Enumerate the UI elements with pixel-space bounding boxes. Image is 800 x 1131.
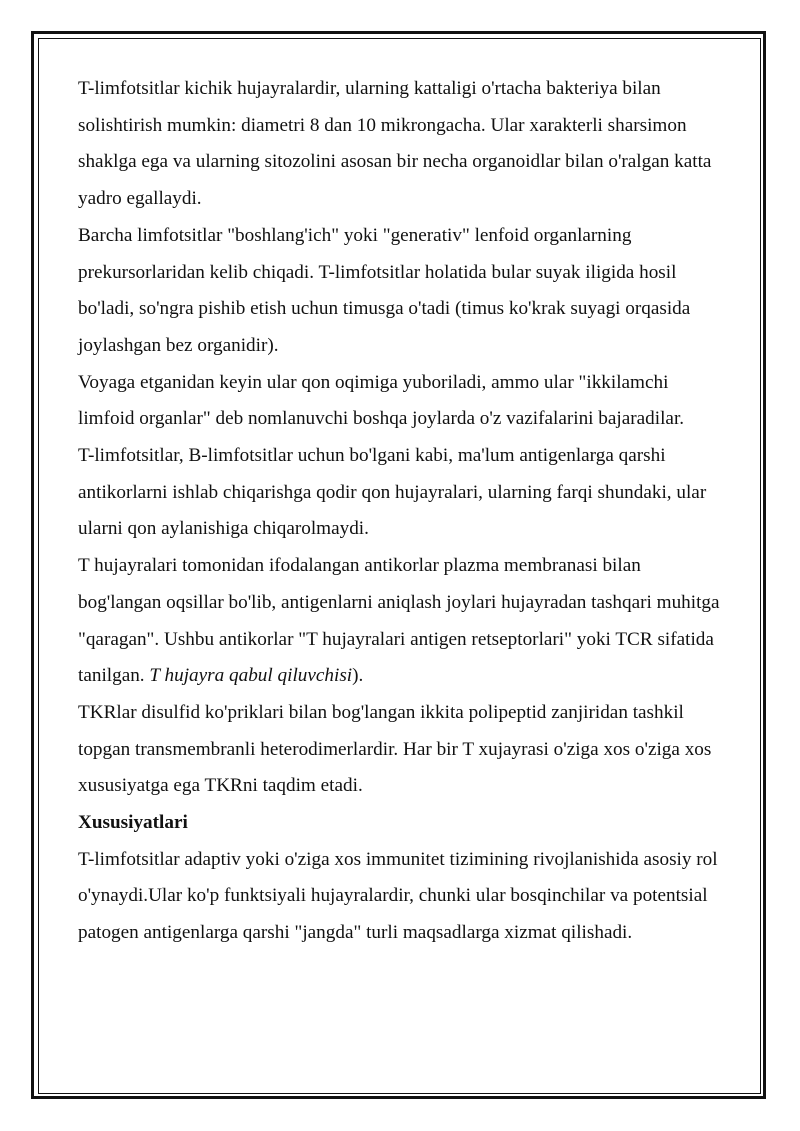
paragraph-tcr — [78, 548, 728, 695]
paragraph-antibodies: T-limfotsitlar, B-limfotsitlar uchun bo'lgani kabi, ma'lum antigenlarga qarshi antikorlarni ishlab chiqarishga qodir qon hujayralari, ularning farqi shundaki, ular ularni qon aylanishiga chiqarolmaydi. — [78, 445, 707, 540]
paragraph-properties: T-limfotsitlar adaptiv yoki o'ziga xos immunitet tizimining rivojlanishida asosiy rol o'ynaydi.Ular ko'p funktsiyali hujayralardir, chunki ular bosqinchilar va potentsial patogen antigenlarga qarshi "jangda" turli maqsadlarga xizmat qilishadi. — [78, 848, 718, 944]
paragraph-maturation: Voyaga etganidan keyin ular qon oqimiga yuboriladi, ammo ular "ikkilamchi limfoid organlar" deb nomlanuvchi boshqa joylarda o'z vazifalarini bajaradilar. — [78, 371, 685, 430]
paragraph-tcr-end: ). — [352, 665, 364, 687]
paragraph-t-lymphocyte-size: T-limfotsitlar kichik hujayralardir, ularning kattaligi o'rtacha bakteriya bilan solishtirish mumkin: diametri 8 dan 10 mikrongacha. Ular xarakterli sharsimon shaklga ega va ularning sitozolini asosan bir necha organoidlar bilan o'ralgan katta yadro egallaydi. — [78, 78, 712, 210]
paragraph-tcr-text: T hujayralari tomonidan ifodalangan antikorlar plazma membranasi bilan bog'langan oqsillar bo'lib, antigenlarni aniqlash joylari hujayradan tashqari muhitga "qaragan". Ushbu antikorlar "T hujayralari antigen retseptorlari" yoki TCR sifatida tanilgan. — [78, 555, 720, 687]
paragraph-origin: Barcha limfotsitlar "boshlang'ich" yoki "generativ" lenfoid organlarning prekursorlaridan kelib chiqadi. T-limfotsitlar holatida bular suyak iligida hosil bo'ladi, so'ngra pishib etish uchun timusga o'tadi (timus ko'krak suyagi orqasida joylashgan bez organidir). — [78, 224, 691, 356]
paragraph-tkr: TKRlar disulfid ko'priklari bilan bog'langan ikkita polipeptid zanjiridan tashkil topgan transmembranli heterodimerlardir. Har bir T xujayrasi o'ziga xos o'ziga xos xususiyatga ega TKRni taqdim etadi. — [78, 701, 712, 797]
paragraph-tcr-italic: T hujayra qabul qiluvchisi — [149, 665, 353, 687]
document-body — [78, 71, 728, 952]
section-heading: Xususiyatlari — [78, 812, 188, 834]
